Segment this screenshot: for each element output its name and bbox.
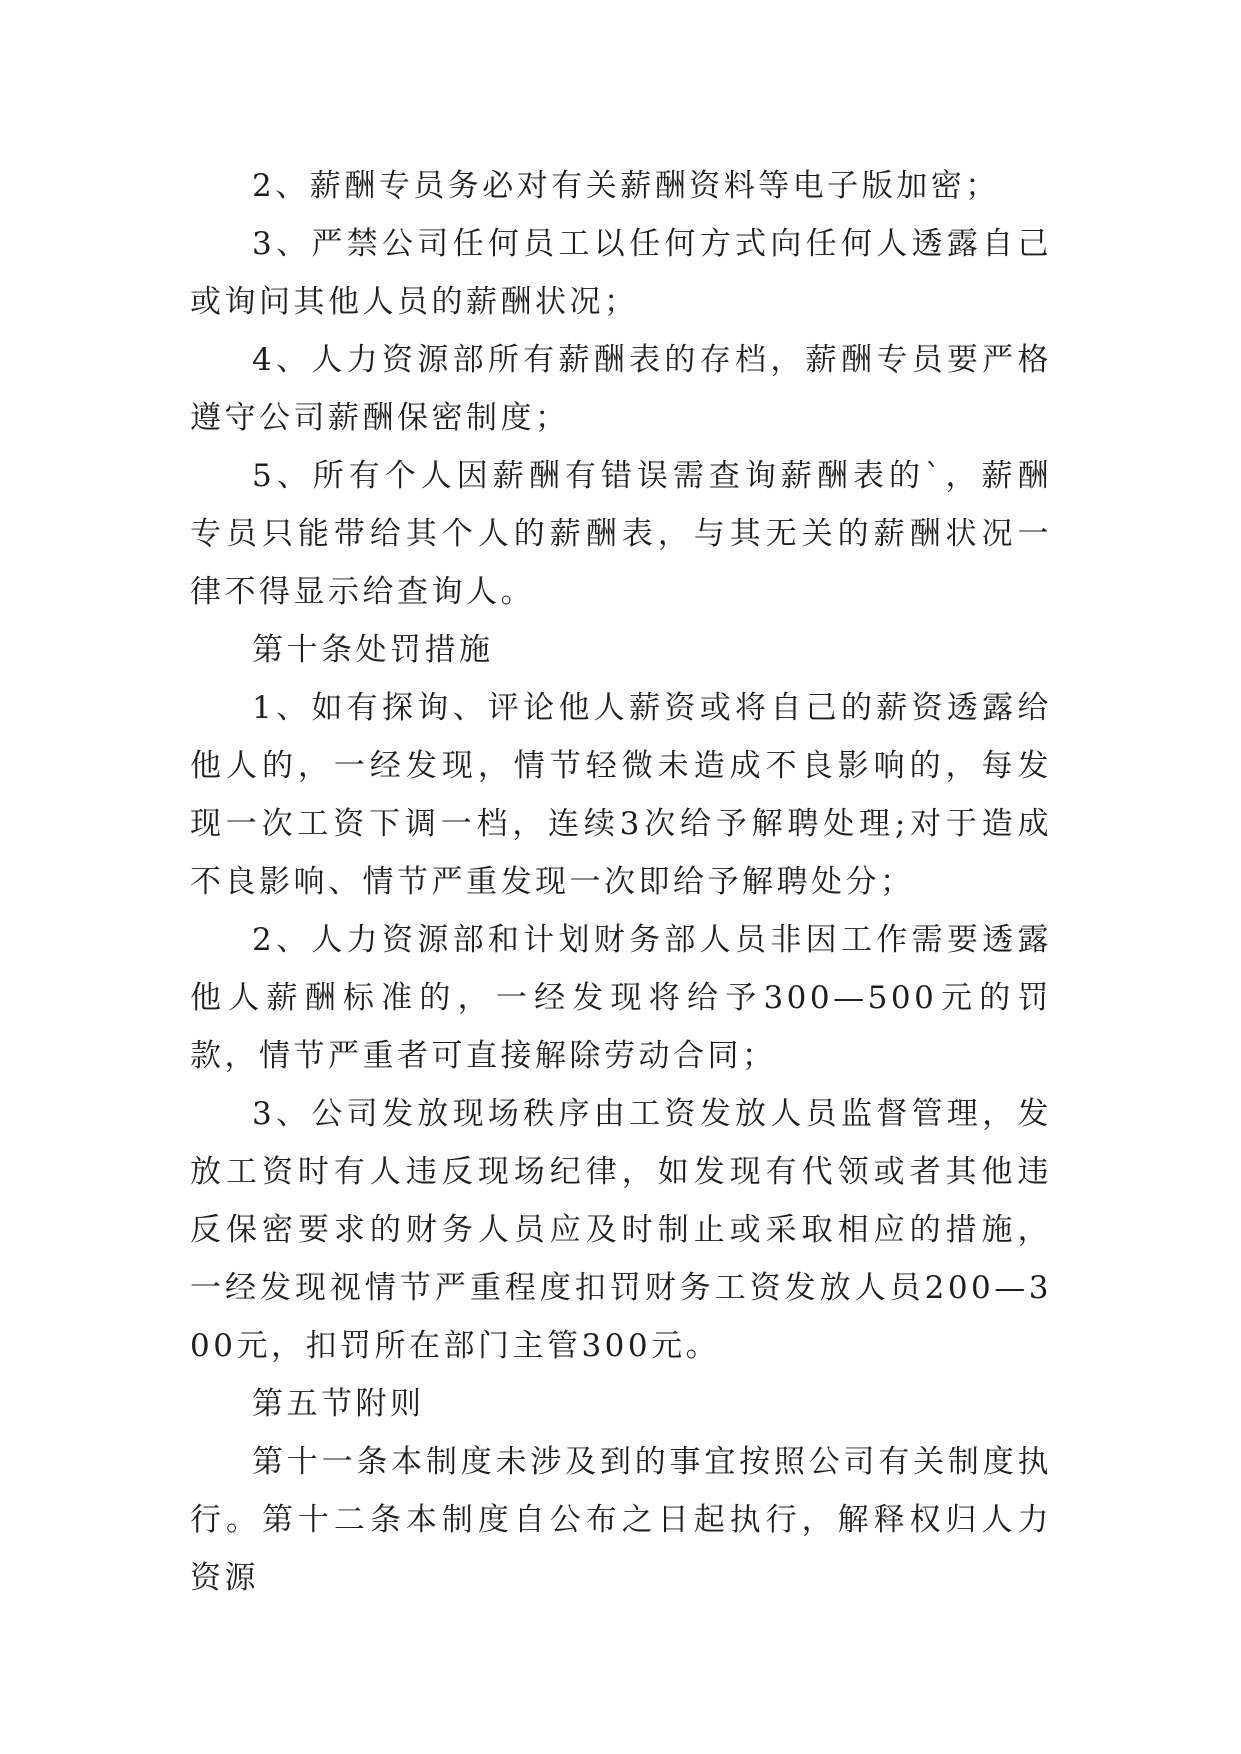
article-10-heading: 第十条处罚措施 bbox=[252, 632, 494, 668]
paragraph-confidentiality-2: 2、薪酬专员务必对有关薪酬资料等电子版加密； bbox=[252, 168, 1000, 204]
section-5-heading: 第五节附则 bbox=[252, 1386, 425, 1422]
paragraph-penalty-3: 3、公司发放现场秩序由工资发放人员监督管理，发放工资时有人违反现场纪律，如发现有代领或者其他违反保密要求的财务人员应及时制止或采取相应的措施，一经发现视情节严重程度扣罚财务工资发放人员200—300元，扣罚所在部门主管300元。 bbox=[190, 1096, 1052, 1364]
paragraph-confidentiality-5: 5、所有个人因薪酬有错误需查询薪酬表的`，薪酬专员只能带给其个人的薪酬表，与其无关的薪酬状况一律不得显示给查询人。 bbox=[190, 458, 1052, 610]
paragraph-articles-11-12: 第十一条本制度未涉及到的事宜按照公司有关制度执行。第十二条本制度自公布之日起执行，解释权归人力资源 bbox=[190, 1444, 1052, 1596]
paragraph-penalty-2: 2、人力资源部和计划财务部人员非因工作需要透露他人薪酬标准的，一经发现将给予300—500元的罚款，情节严重者可直接解除劳动合同； bbox=[190, 922, 1052, 1074]
paragraph-confidentiality-4: 4、人力资源部所有薪酬表的存档，薪酬专员要严格遵守公司薪酬保密制度； bbox=[190, 342, 1052, 436]
document-body bbox=[190, 157, 1052, 1607]
paragraph-penalty-1: 1、如有探询、评论他人薪资或将自己的薪资透露给他人的，一经发现，情节轻微未造成不良影响的，每发现一次工资下调一档，连续3次给予解聘处理;对于造成不良影响、情节严重发现一次即给予解聘处分； bbox=[190, 690, 1052, 900]
paragraph-confidentiality-3: 3、严禁公司任何员工以任何方式向任何人透露自己或询问其他人员的薪酬状况； bbox=[190, 226, 1052, 320]
